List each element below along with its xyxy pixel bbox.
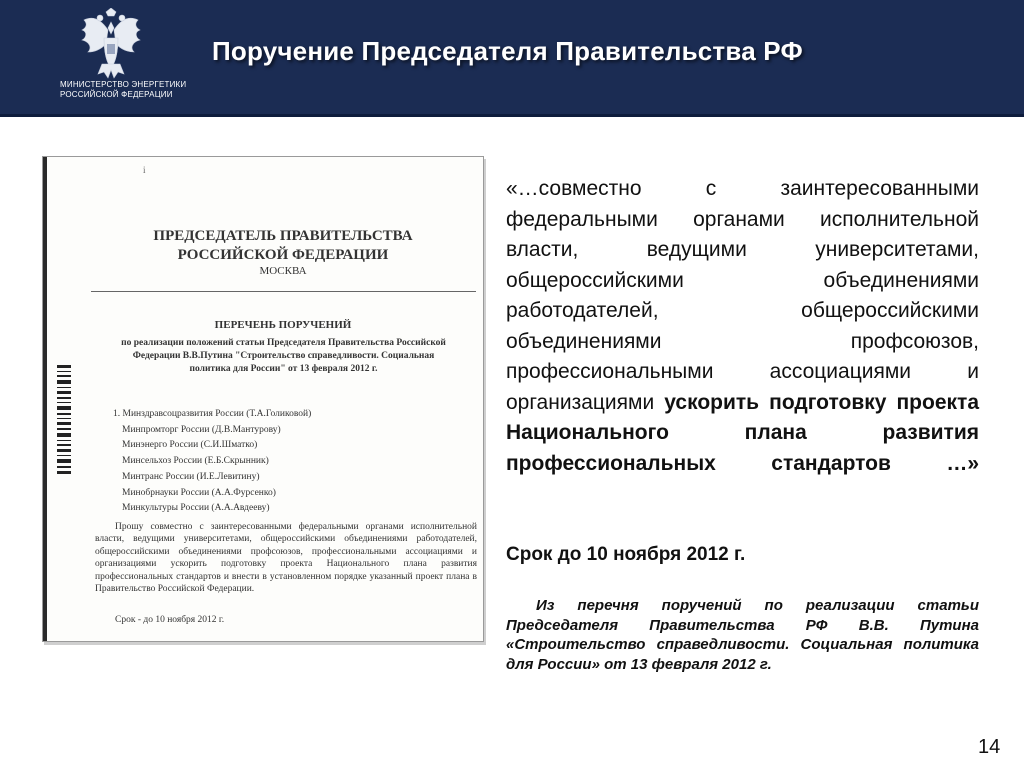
quote-block	[506, 174, 979, 479]
ministry-line-1: МИНИСТЕРСТВО ЭНЕРГЕТИКИ	[60, 80, 187, 89]
document-heading	[113, 227, 453, 265]
ministry-name	[60, 80, 190, 100]
header-bar	[0, 0, 1024, 117]
document-body: Прошу совместно с заинтересованными федеральными органами исполнительной власти, ведущими университетами, общероссийскими объединениями работодателей, общероссийскими объединениями профсоюзов, профессиональными ассоциациями и организациями ускорить подготовку проекта Национального плана развития профессиональных стандартов и внести в установленном порядке указанный проект плана в Правительство Российской Федерации.	[95, 522, 477, 595]
document-subtitle-line-1: по реализации положений статьи Председателя Правительства Российской	[121, 338, 446, 348]
addressee-item: Минобрнауки России (А.А.Фурсенко)	[122, 487, 276, 498]
document-heading-line-2: РОССИЙСКОЙ ФЕДЕРАЦИИ	[177, 247, 389, 263]
addressee-item: Минсельхоз России (Е.Б.Скрынник)	[122, 456, 269, 467]
document-subtitle	[91, 337, 476, 376]
source-citation: Из перечня поручений по реализации статьи Председателя Правительства РФ В.В. Путина «Строительство справедливости. Социальная политика для России» от 13 февраля 2012 г.	[506, 597, 979, 673]
document-edge	[43, 157, 47, 641]
addressee-item: 1. Минздравсоцразвития России (Т.А.Голиковой)	[113, 409, 312, 419]
document-addressees	[113, 407, 413, 517]
double-headed-eagle-icon	[78, 8, 144, 80]
document-scan	[42, 156, 484, 642]
addressee-item: Минпромторг России (Д.В.Мантурову)	[122, 424, 281, 435]
ministry-line-2: РОССИЙСКОЙ ФЕДЕРАЦИИ	[60, 90, 173, 99]
document-subtitle-line-2: Федерации В.В.Путина "Строительство справедливости. Социальная	[132, 351, 435, 361]
barcode-icon	[57, 365, 71, 475]
page-number: 14	[978, 736, 1001, 758]
document-deadline: Срок - до 10 ноября 2012 г.	[115, 615, 225, 625]
document-subtitle-line-3: политика для России" от 13 февраля 2012 г.	[189, 364, 378, 374]
page-title: Поручение Председателя Правительства РФ	[212, 36, 803, 66]
document-mark: i	[143, 165, 146, 175]
addressee-item: Минкультуры России (А.А.Авдееву)	[122, 503, 270, 514]
quote-emphasis: ускорить подготовку проекта Национального плана развития профессиональных стандартов …»	[506, 390, 979, 475]
addressee-item: Минэнерго России (С.И.Шматко)	[122, 440, 258, 451]
document-heading-line-1: ПРЕДСЕДАТЕЛЬ ПРАВИТЕЛЬСТВА	[153, 228, 413, 244]
quote-text: «…совместно с заинтересованными федеральными органами исполнительной власти, ведущими университетами, общероссийскими объединениями работодателей, общероссийскими объединениями профсоюзов, профессиональными ассоциациями и организациями	[506, 177, 979, 414]
document-list-title: ПЕРЕЧЕНЬ ПОРУЧЕНИЙ	[214, 319, 352, 331]
document-divider	[91, 291, 476, 292]
deadline-text: Срок до 10 ноября 2012 г.	[506, 544, 746, 565]
document-city: МОСКВА	[259, 265, 307, 277]
addressee-item: Минтранс России (И.Е.Левитину)	[122, 471, 260, 482]
